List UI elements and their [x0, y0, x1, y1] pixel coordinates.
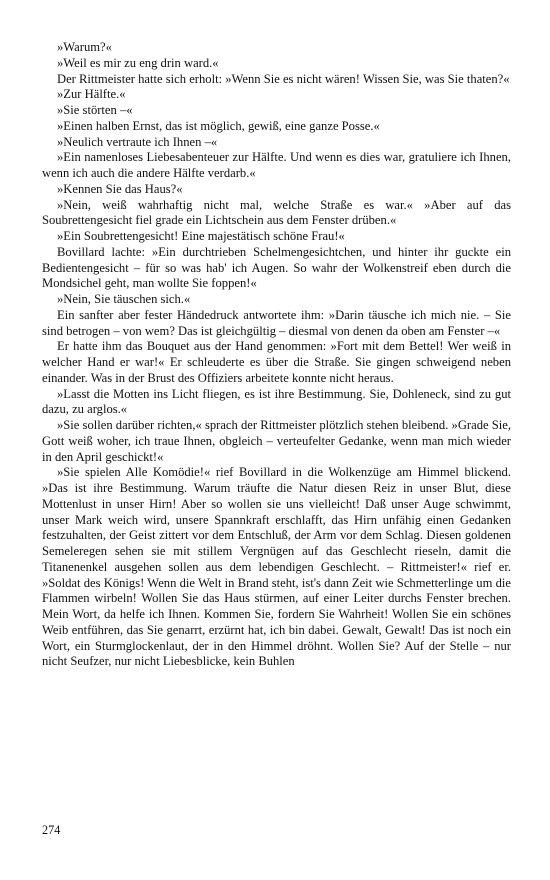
paragraph: »Warum?«: [57, 40, 112, 54]
paragraph: »Nein, Sie täuschen sich.«: [57, 292, 191, 306]
paragraph: »Kennen Sie das Haus?«: [57, 181, 183, 196]
paragraph: »Zur Hälfte.«: [57, 87, 126, 102]
paragraph: »Sie sollen darüber richten,« sprach der Rittmeister plötzlich stehen bleibend. »Grade Sie, Gott weiß woher, ich traue Ihnen, obgleich – verteufelter Gedanke, wenn man mich wieder in den April geschickt!«: [42, 418, 511, 464]
paragraph: »Nein, weiß wahrhaftig nicht mal, welche Straße es war.« »Aber auf das Soubrettengesicht fiel grade ein Lichtschein aus dem Fenster drüben.«: [42, 197, 511, 228]
paragraph: »Lasst die Motten ins Licht fliegen, es ist ihre Bestimmung. Sie, Dohleneck, sind zu gut dazu, zu arglos.«: [42, 386, 511, 417]
paragraph: Der Rittmeister hatte sich erholt: »Wenn Sie es nicht wären! Wissen Sie, was Sie thaten?«: [57, 71, 510, 86]
paragraph: »Ein namenloses Liebesabenteuer zur Hälfte. Und wenn es dies war, gratuliere ich Ihnen, wenn ich auch die andere Hälfte verdarb.«: [42, 150, 511, 180]
paragraph: »Weil es mir zu eng drin ward.«: [57, 55, 219, 70]
page-body: [42, 40, 511, 670]
paragraph: »Ein Soubrettengesicht! Eine majestätisch schöne Frau!«: [57, 229, 345, 243]
paragraph: »Neulich vertraute ich Ihnen –«: [57, 134, 218, 149]
paragraph: »Einen halben Ernst, das ist möglich, gewiß, eine ganze Posse.«: [57, 118, 380, 133]
page-number: 274: [42, 823, 61, 837]
paragraph: Ein sanfter aber fester Händedruck antwortete ihm: »Darin täusche ich mich nie. – Sie sind betrogen – von wem? Das ist gleichgültig – diesmal von denen da oben am Fenster –«: [42, 307, 511, 338]
paragraph: Bovillard lachte: »Ein durchtrieben Schelmengesichtchen, und hinter ihr guckte ein Bedientengesicht – für so was hab' ich Augen. So wahr der Wolkenstreif eben durch die Mondsichel geht, man wollte Sie foppen!«: [42, 244, 511, 291]
paragraph: »Sie störten –«: [57, 103, 133, 117]
paragraph: Er hatte ihm das Bouquet aus der Hand genommen: »Fort mit dem Bettel! Wer weiß in welcher Hand er war!« Er schleuderte es über die Straße. Sie gingen schweigend neben einander. Was in der Brust des Offiziers arbeitete konnte nicht heraus.: [42, 339, 511, 385]
paragraph: »Sie spielen Alle Komödie!« rief Bovillard in die Wolkenzüge am Himmel blickend. »Das ist ihre Bestimmung. Warum träufte die Natur diesen Reiz in unser Blut, diese Mottenlust in unser Hirn! Aber so wollen sie uns vielleicht! Daß unser Auge schwimmt, unser Mark weich wird, unsere Spannkraft erschlafft, das Hirn unfähig einen Gedanken festzuhalten, der Geist zittert vor dem Entschluß, der Arm vor dem Schlag. Diesen goldenen Semeleregen sehen sie mit stillem Vergnügen auf das Geschlecht rieseln, damit die Titanenenkel ausgehen sollen aus dem lebendigen Geschlecht. – Rittmeister!« rief er. »Soldat des Königs! Wenn die Welt in Brand steht, ist's dann Zeit wie Schmetterlinge um die Flammen wirbeln! Wollen Sie das Haus stürmen, auf einer Leiter durchs Fenster brechen. Mein Wort, da helfe ich Ihnen. Kommen Sie, fordern Sie Wahrheit! Wollen Sie ein schönes Weib entführen, das Sie genarrt, erzürnt hat, ich bin dabei. Gewalt, Gewalt! Das ist noch ein Wort, ein Sturmglockenlaut, der in den Himmel dröhnt. Wollen Sie? Auf der Stelle – nur nicht Seufzer, nur nicht Liebesblicke, kein Buhlen: [42, 465, 511, 669]
